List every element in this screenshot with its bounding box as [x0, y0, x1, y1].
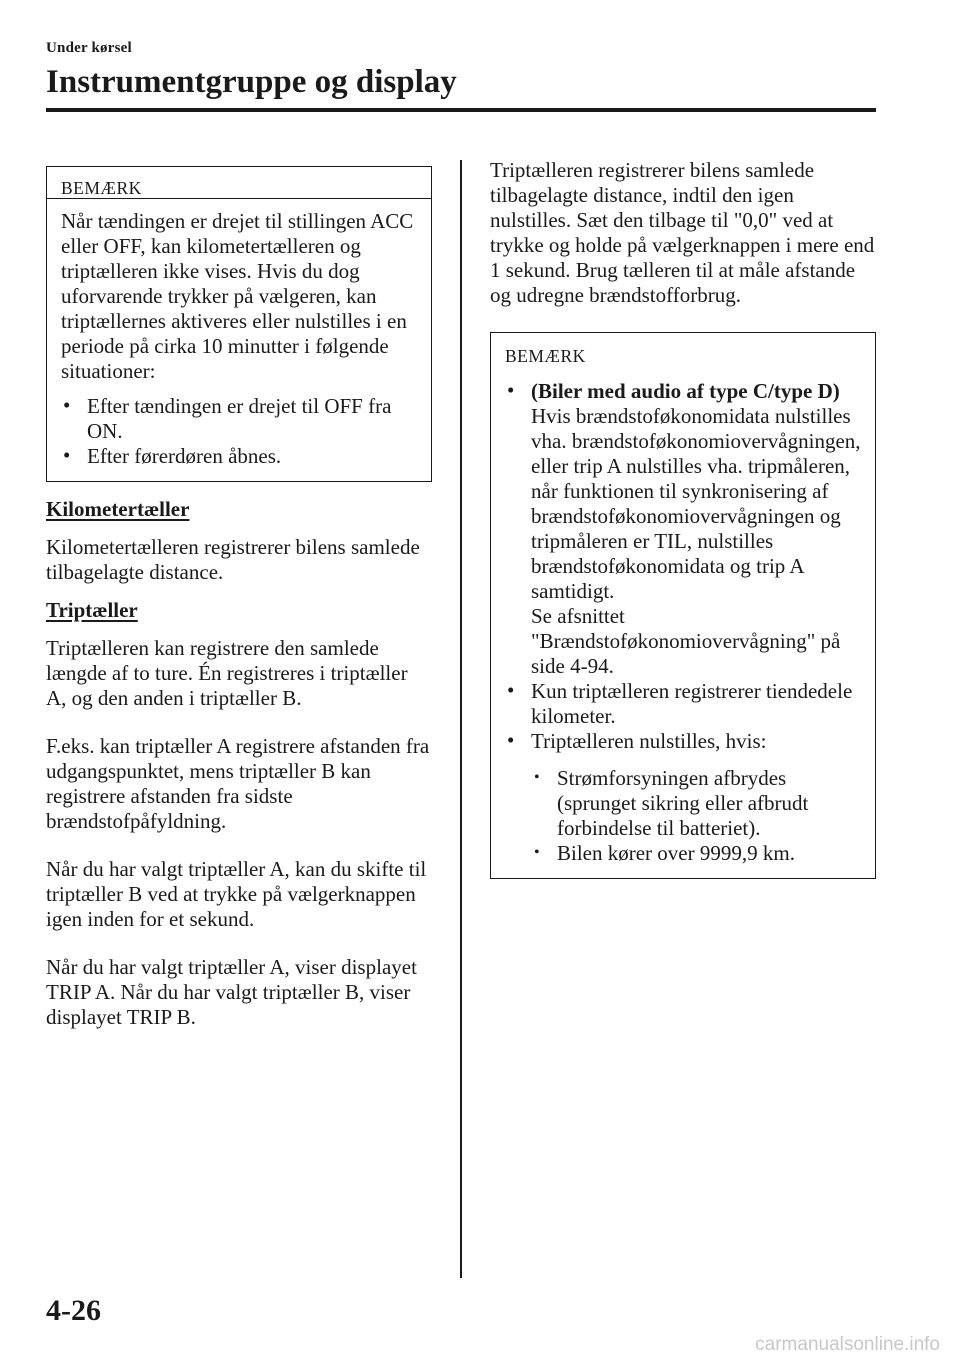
sub-item: • Strømforsyningen afbrydes (sprunget sikring eller afbrudt forbindelse til batteriet). [531, 766, 865, 841]
sub-item: • Bilen kører over 9999,9 km. [531, 841, 865, 866]
odometer-text: Kilometertælleren registrerer bilens samlede tilbagelagte distance. [46, 535, 420, 584]
note-item: • Efter førerdøren åbnes. [61, 444, 421, 469]
note-item [505, 729, 865, 866]
page-reference: Se afsnittet "Brændstoføkonomiovervågning" på side 4-94. [531, 604, 841, 678]
page-title: Instrumentgruppe og display [46, 64, 457, 100]
odometer-heading: Kilometertæller [46, 497, 190, 521]
note-heading: BEMÆRK [505, 346, 586, 366]
footer-watermark: carmanualsonline.info [755, 1334, 940, 1355]
note-item: • Kun triptælleren registrerer tiendedele kilometer. [505, 679, 865, 729]
page-number: 4-26 [46, 1294, 101, 1327]
title-rule [46, 108, 876, 112]
note-item [505, 379, 865, 679]
note-heading: BEMÆRK [47, 167, 431, 199]
column-divider [460, 160, 462, 1278]
sub-list [531, 766, 865, 866]
section-label: Under kørsel [46, 40, 132, 56]
note-list [61, 394, 421, 469]
note-item: • Efter tændingen er drejet til OFF fra ON. [61, 394, 421, 444]
note-item-title: • (Biler med audio af type C/type D) [531, 379, 840, 403]
intro-text: Triptælleren registrerer bilens samlede tilbagelagte distance, indtil den igen nulstilles. Sæt den tilbage til "0,0" ved at trykke og holde på vælgerknappen i mere end 1 sekund. Brug tælleren til at måle afstande og udregne brændstofforbrug. [490, 158, 875, 307]
note-body [491, 373, 875, 878]
tripmeter-paragraph: F.eks. kan triptæller A registrere afstanden fra udgangspunktet, mens triptæller B kan registrere afstanden fra sidste brændstofpåfyldning. [46, 734, 430, 833]
note-box-right [490, 332, 876, 879]
tripmeter-paragraph: Når du har valgt triptæller A, kan du skifte til triptæller B ved at trykke på vælgerknappen igen inden for et sekund. [46, 857, 427, 931]
note-body [47, 199, 431, 481]
tripmeter-heading: Triptæller [46, 598, 138, 622]
note-item-text: Hvis brændstoføkonomidata nulstilles vha. brændstoføkonomiovervågningen, eller trip A nulstilles vha. tripmåleren, når funktionen til synkronisering af brændstoføkonomiovervågningen og tripmåleren er TIL, nulstilles brændstoføkonomidata og trip A samtidigt. [531, 404, 861, 603]
left-column [46, 166, 432, 1030]
note-item-text: • Triptælleren nulstilles, hvis: [531, 729, 767, 753]
note-text: Når tændingen er drejet til stillingen ACC eller OFF, kan kilometertælleren og triptælleren ikke vises. Hvis du dog uforvarende trykker på vælgeren, kan triptællernes aktiveres eller nulstilles i en periode på cirka 10 minutter i følgende situationer: [61, 209, 414, 383]
tripmeter-paragraph: Triptælleren kan registrere den samlede længde af to ture. Én registreres i triptæller A, og den anden i triptæller B. [46, 636, 408, 710]
tripmeter-paragraph: Når du har valgt triptæller A, viser displayet TRIP A. Når du har valgt triptæller B, viser displayet TRIP B. [46, 955, 417, 1029]
note-box-left [46, 166, 432, 482]
right-column [490, 158, 876, 879]
note-list [505, 379, 865, 866]
